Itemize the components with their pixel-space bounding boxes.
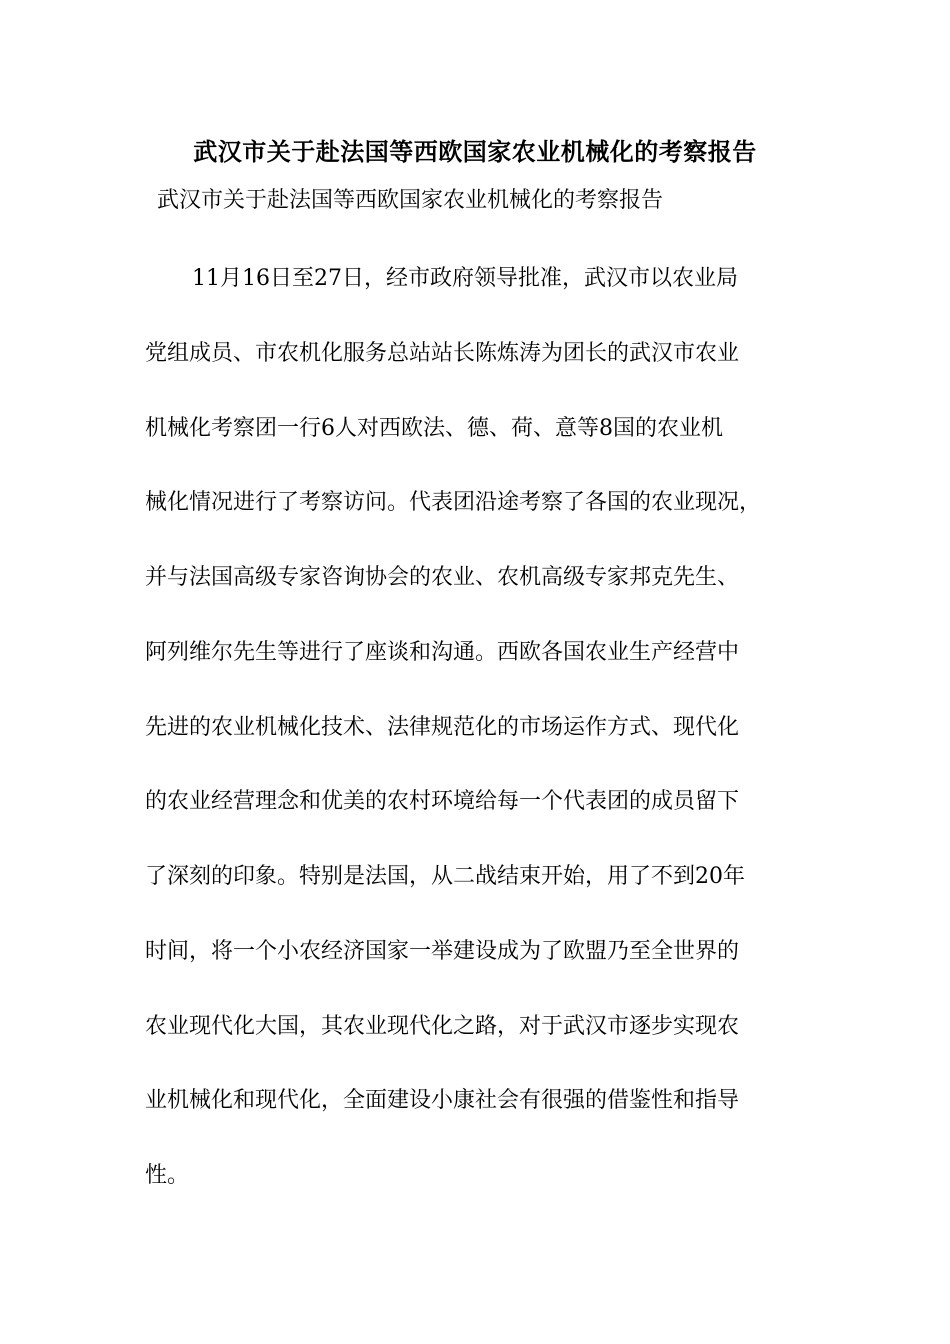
paragraph-line: 了深刻的印象。特别是法国，从二战结束开始，用了不到20年 [145, 864, 745, 889]
document-title: 武汉市关于赴法国等西欧国家农业机械化的考察报告 [193, 137, 757, 166]
paragraph-line: 并与法国高级专家咨询协会的农业、农机高级专家邦克先生、 [145, 565, 740, 590]
paragraph-line: 时间，将一个小农经济国家一举建设成为了欧盟乃至全世界的 [145, 939, 740, 964]
paragraph-line: 党组成员、市农机化服务总站站长陈炼涛为团长的武汉市农业 [145, 341, 740, 366]
paragraph-line: 先进的农业机械化技术、法律规范化的市场运作方式、现代化 [145, 715, 740, 740]
paragraph-line: 11月16日至27日，经市政府领导批准，武汉市以农业局 [192, 266, 738, 291]
paragraph-line: 阿列维尔先生等进行了座谈和沟通。西欧各国农业生产经营中 [145, 640, 740, 665]
paragraph-line: 械化情况进行了考察访问。代表团沿途考察了各国的农业现况， [145, 490, 762, 515]
paragraph-line: 的农业经营理念和优美的农村环境给每一个代表团的成员留下 [145, 789, 740, 814]
paragraph-line: 业机械化和现代化，全面建设小康社会有很强的借鉴性和指导 [145, 1088, 740, 1113]
paragraph-line: 机械化考察团一行6人对西欧法、德、荷、意等8国的农业机 [145, 416, 723, 441]
document-subtitle: 武汉市关于赴法国等西欧国家农业机械化的考察报告 [157, 188, 664, 213]
paragraph-line: 性。 [145, 1163, 190, 1188]
paragraph-line: 农业现代化大国，其农业现代化之路，对于武汉市逐步实现农 [145, 1014, 740, 1039]
